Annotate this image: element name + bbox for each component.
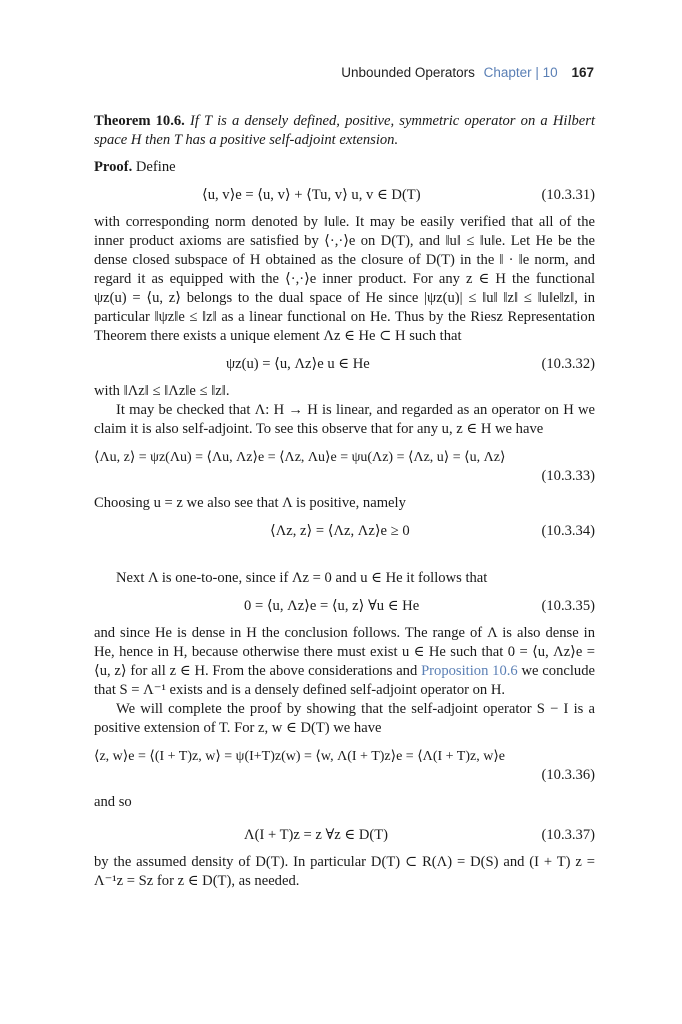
equation-body: ⟨u, v⟩e = ⟨u, v⟩ + ⟨Tu, v⟩ u, v ∈ D(T) [202,187,421,203]
paragraph-bound: with ‖Λz‖ ≤ ‖Λz‖e ≤ ‖z‖. [94,383,230,399]
equation-10-3-33 [94,448,595,486]
equation-10-3-36 [94,747,595,785]
book-section-title: Unbounded Operators [341,65,475,80]
equation-number: (10.3.33) [541,468,595,484]
paragraph-positive: Choosing u = z we also see that Λ is positive, namely [94,495,406,511]
equation-number: (10.3.37) [541,827,595,843]
paragraph-text: and since He is dense in H the conclusion follows. The range of Λ is also dense in He, hence in H, because otherwise there must exist u ∈ He such that 0 = ⟨u, Λz⟩e = ⟨u, z⟩ for all z ∈ H. From the above considerations and [94,625,595,679]
paragraph-dense-range [94,624,595,700]
equation-body: ⟨Λu, z⟩ = ψz(Λu) = ⟨Λu, Λz⟩e = ⟨Λz, Λu⟩e = ψu(Λz) = ⟨Λz, u⟩ = ⟨u, Λz⟩ [94,450,506,465]
equation-body: ⟨Λz, z⟩ = ⟨Λz, Λz⟩e ≥ 0 [270,523,410,539]
paragraph-norm: with corresponding norm denoted by ‖u‖e. It may be easily verified that all of the inner product axioms are satisfied by ⟨·,·⟩e on D(T), and ‖u‖ ≤ ‖u‖e. Let He be the dense closed subspace of H obtained as the closure of D(T) in the ‖ · ‖e norm, and regard it as equipped with the ⟨·,·⟩e inner product. For any z ∈ H the functional ψz(u) = ⟨u, z⟩ belongs to the dual space of He since |ψz(u)| ≤ ‖u‖ ‖z‖ ≤ ‖u‖e‖z‖, in particular ‖ψz‖e ≤ ‖z‖ as a linear functional on He. Thus by the Riesz Representation Theorem there exists a unique element Λz ∈ He ⊂ H such that [94,214,595,344]
equation-number: (10.3.32) [541,356,595,372]
equation-number: (10.3.35) [541,598,595,614]
paragraph-one-to-one: Next Λ is one-to-one, since if Λz = 0 and u ∈ He it follows that [116,570,488,586]
equation-body: ⟨z, w⟩e = ⟨(I + T)z, w⟩ = ψ(I+T)z(w) = ⟨w, Λ(I + T)z⟩e = ⟨Λ(I + T)z, w⟩e [94,749,505,764]
page-number: 167 [571,65,594,80]
proof-intro [94,158,595,177]
paragraph-self-adjoint: It may be checked that Λ: H → H is linear, and regarded as an operator on H we claim it is also self-adjoint. To see this observe that for any u, z ∈ H we have [94,402,595,437]
page-body [94,112,595,891]
equation-number: (10.3.31) [541,187,595,203]
paragraph-and-so: and so [94,794,132,810]
paragraph-conclusion: by the assumed density of D(T). In particular D(T) ⊂ R(Λ) = D(S) and (I + T) z = Λ⁻¹z = Sz for z ∈ D(T), as needed. [94,854,595,889]
paragraph-extension: We will complete the proof by showing that the self-adjoint operator S − I is a positive extension of T. For z, w ∈ D(T) we have [94,701,595,736]
equation-body: 0 = ⟨u, Λz⟩e = ⟨u, z⟩ ∀u ∈ He [244,598,420,614]
running-header [341,65,594,80]
proof-intro-text: Define [135,159,176,175]
equation-10-3-32 [94,355,595,374]
equation-body: Λ(I + T)z = z ∀z ∈ D(T) [244,827,389,843]
equation-number: (10.3.36) [541,767,595,783]
paragraph-text: we conclude that S = Λ⁻¹ exists and is a densely defined self-adjoint operator on H. [94,663,595,698]
proposition-link[interactable]: Proposition 10.6 [421,663,518,679]
equation-10-3-35 [94,597,595,616]
theorem-label: Theorem 10.6. [94,113,185,129]
equation-number: (10.3.34) [541,523,595,539]
equation-10-3-31 [94,186,595,205]
theorem-statement: If T is a densely defined, positive, symmetric operator on a Hilbert space H then T has a positive self-adjoint extension. [94,113,596,148]
equation-body: ψz(u) = ⟨u, Λz⟩e u ∈ He [226,356,370,372]
vertical-gap [94,549,595,569]
proof-label: Proof. [94,159,133,175]
chapter-label: Chapter | 10 [483,65,558,80]
equation-10-3-37 [94,826,595,845]
equation-10-3-34 [94,522,595,541]
theorem-block [94,112,595,150]
